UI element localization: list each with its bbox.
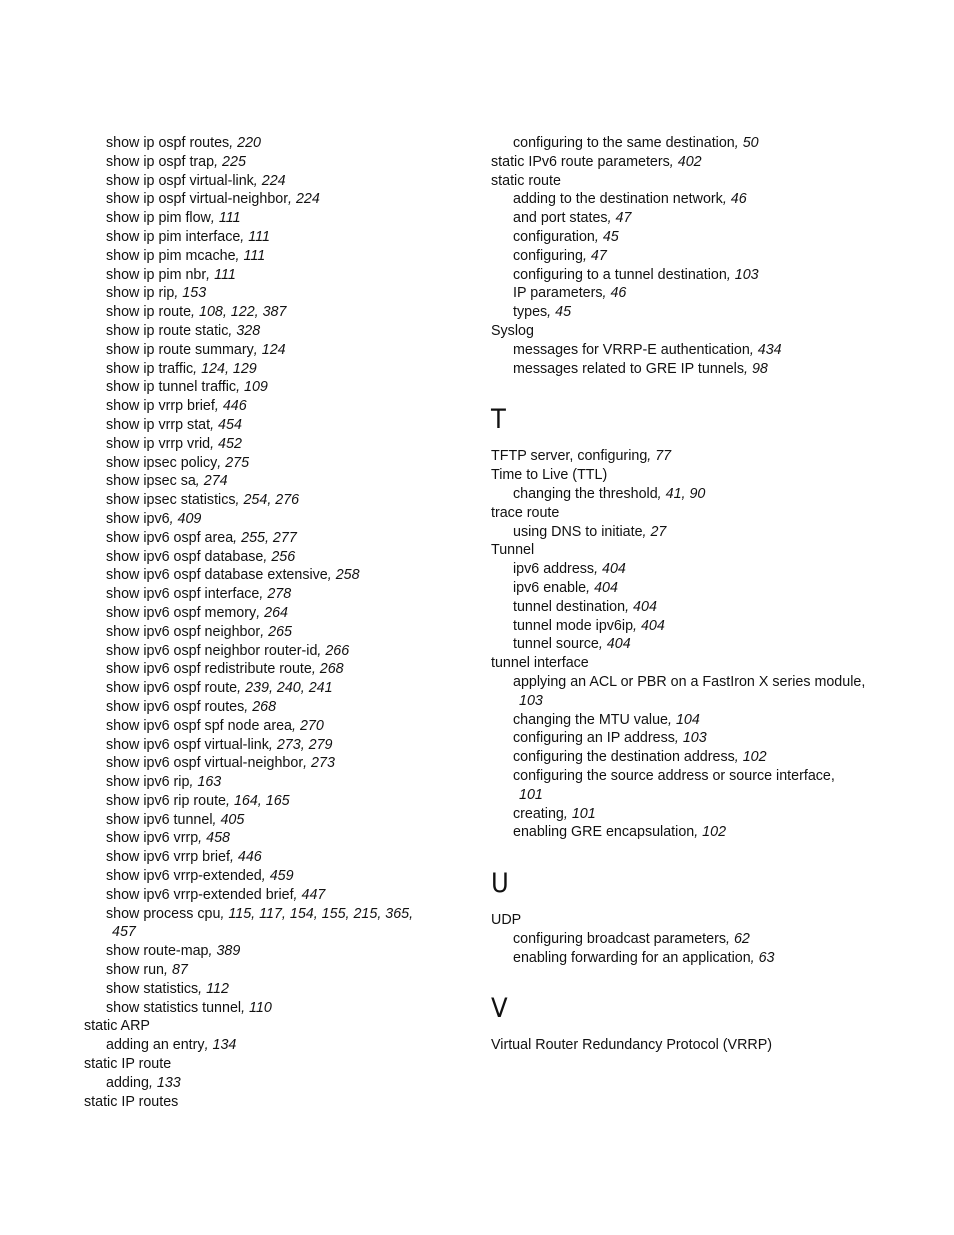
page-reference-continued: 101	[519, 786, 543, 803]
index-letter-heading: U	[491, 868, 509, 900]
index-subentry: show ipv6 vrrp-extended brief, 447	[106, 886, 326, 903]
index-term: show ip pim mcache	[106, 247, 236, 264]
page-reference: 405	[220, 811, 245, 828]
index-term: show ipv6 ospf redistribute route	[106, 661, 312, 678]
index-term: configuring the destination address	[513, 749, 735, 766]
page-reference: 225	[222, 153, 246, 170]
index-term: configuring broadcast parameters	[513, 930, 726, 947]
page-reference: 45	[555, 304, 572, 321]
page-reference: 98	[751, 360, 768, 377]
page-reference: 224	[295, 191, 320, 208]
index-subentry: show ipv6 ospf route, 239, 240, 241	[106, 680, 333, 697]
page-reference: 134	[212, 1037, 237, 1054]
index-subentry: show ipv6 vrrp-extended, 459	[106, 868, 294, 885]
index-letter-heading: V	[491, 993, 508, 1025]
page-reference: 104	[675, 711, 700, 728]
index-term: tunnel mode ipv6ip	[513, 617, 634, 634]
index-subentry: show ip ospf trap, 225	[106, 153, 246, 170]
page-reference: 402	[677, 153, 702, 170]
page-reference: 124	[261, 341, 286, 358]
index-subentry: configuring to the same destination, 50	[513, 135, 759, 151]
page-reference: 111	[248, 228, 270, 245]
index-term: show ipv6 ospf spf node area	[106, 717, 292, 734]
index-term: show ip vrrp vrid	[106, 435, 211, 452]
page-reference: 103	[734, 266, 759, 283]
index-term: tunnel source	[513, 636, 599, 653]
index-entry	[84, 1017, 464, 1036]
page-reference: 273	[311, 755, 335, 772]
page-reference: 452	[218, 435, 242, 452]
index-subentry: show process cpu, 115, 117, 154, 155, 215, 365,	[106, 905, 414, 922]
index-entry	[491, 322, 881, 341]
index-term: enabling GRE encapsulation	[513, 824, 695, 841]
index-subentry: show ip rip, 153	[106, 285, 207, 302]
page-reference: 434	[757, 341, 782, 358]
index-subentry: show ipv6 ospf routes, 268	[106, 698, 277, 715]
page-reference-continued: 103	[519, 692, 543, 709]
index-column-right	[491, 134, 881, 1055]
index-entry	[491, 654, 881, 673]
index-entry	[491, 1036, 881, 1055]
index-subentry: show ip vrrp brief, 446	[106, 398, 247, 415]
index-subentry: show ipv6 ospf neighbor, 265	[106, 623, 292, 640]
index-term: show process cpu	[106, 905, 221, 922]
page-reference: 133	[156, 1074, 181, 1091]
page-reference: 111	[243, 247, 266, 264]
index-term: ipv6 address	[513, 561, 595, 578]
index-term: show ipv6 ospf neighbor	[106, 623, 261, 640]
page-reference: 404	[640, 617, 665, 634]
index-term: and port states	[513, 210, 608, 227]
page-reference: 102	[702, 824, 727, 841]
index-subentry: configuring broadcast parameters, 62	[513, 930, 750, 947]
index-term: static route	[491, 172, 561, 189]
index-subentry: show ipv6 ospf virtual-neighbor, 273	[106, 755, 335, 772]
index-subentry: show ipv6 tunnel, 405	[106, 811, 245, 828]
page-reference: 255, 277	[241, 529, 297, 546]
index-subentry: show ip route summary, 124	[106, 341, 286, 358]
page-reference: 103	[682, 730, 707, 747]
index-subentry: configuring the source address or source interface,	[513, 767, 835, 784]
index-subentry: show statistics, 112	[106, 980, 229, 997]
index-subentry: enabling GRE encapsulation, 102	[513, 824, 727, 841]
index-subentry: show ip vrrp vrid, 452	[106, 435, 242, 452]
index-subentry: creating, 101	[513, 805, 596, 822]
index-subentry: using DNS to initiate, 27	[513, 523, 667, 540]
page-reference: 101	[571, 805, 596, 822]
page-reference: 278	[267, 586, 292, 603]
page-reference: 62	[733, 930, 750, 947]
index-term: IP parameters	[513, 285, 603, 302]
index-term: show ipsec sa	[106, 473, 196, 490]
index-term: configuration	[513, 228, 595, 245]
index-subentry: configuring the destination address, 102	[513, 749, 767, 766]
index-entry	[491, 911, 881, 930]
index-subentry: show ip route, 108, 122, 387	[106, 304, 287, 321]
index-term: show ip route static	[106, 322, 229, 339]
index-term: enabling forwarding for an application	[513, 949, 751, 966]
index-term: static ARP	[84, 1018, 150, 1035]
index-subentry: show ipv6 rip, 163	[106, 774, 222, 791]
index-term: show ip traffic	[106, 360, 194, 377]
index-term: show statistics tunnel	[106, 999, 242, 1016]
index-subentry: show ipv6 ospf area, 255, 277	[106, 529, 297, 546]
index-subentry: show ip vrrp stat, 454	[106, 416, 242, 433]
page-reference: 108, 122, 387	[199, 304, 287, 321]
index-term: configuring to a tunnel destination	[513, 266, 727, 283]
page-reference: 109	[244, 379, 268, 396]
page-reference: 112	[206, 980, 229, 997]
index-term: show ipsec policy	[106, 454, 218, 471]
index-term: types	[513, 304, 548, 321]
page-reference: 111	[214, 266, 236, 283]
index-entry: TFTP server, configuring, 77	[491, 448, 672, 465]
index-subentry: show ipv6, 409	[106, 510, 202, 527]
index-subentry: show ipv6 ospf database, 256	[106, 548, 296, 565]
index-term: show ipv6 rip	[106, 774, 190, 791]
page-reference: 389	[216, 943, 241, 960]
index-subentry: show ipv6 ospf spf node area, 270	[106, 717, 324, 734]
page-reference: 220	[237, 135, 261, 151]
index-column-left	[84, 134, 464, 1111]
index-subentry: changing the threshold, 41, 90	[513, 485, 706, 502]
index-subentry: tunnel destination, 404	[513, 598, 657, 615]
index-term: show ip vrrp stat	[106, 416, 211, 433]
index-term: show ipv6 vrrp	[106, 830, 199, 847]
page-reference: 266	[325, 642, 350, 659]
index-subentry: configuring, 47	[513, 247, 607, 264]
page-reference: 163	[197, 774, 222, 791]
index-subentry: show route-map, 389	[106, 943, 241, 960]
index-subentry: tunnel source, 404	[513, 636, 631, 653]
page-reference: 328	[236, 322, 261, 339]
index-term: show ipv6 vrrp-extended	[106, 868, 262, 885]
page-reference: 459	[269, 868, 294, 885]
index-term: show ipv6 ospf interface	[106, 586, 260, 603]
index-entry	[84, 1093, 464, 1112]
index-term: Virtual Router Redundancy Protocol (VRRP)	[491, 1037, 773, 1054]
page-reference: 254, 276	[243, 492, 300, 509]
index-term: show ip vrrp brief	[106, 398, 215, 415]
index-term: UDP	[491, 912, 522, 929]
index-subentry: show ipv6 ospf database extensive, 258	[106, 567, 360, 584]
page-reference: 275	[225, 454, 250, 471]
page-reference: 47	[615, 210, 632, 227]
index-subentry: show ipsec policy, 275	[106, 454, 250, 471]
index-term: show ip rip	[106, 285, 175, 302]
index-subentry: adding to the destination network, 46	[513, 191, 747, 208]
index-subentry: ipv6 enable, 404	[513, 579, 618, 596]
index-subentry: show ipv6 ospf virtual-link, 273, 279	[106, 736, 333, 753]
index-term: show ip ospf routes	[106, 135, 230, 151]
index-subentry: show ip tunnel traffic, 109	[106, 379, 268, 396]
index-subentry: applying an ACL or PBR on a FastIron X series module,	[513, 673, 866, 690]
page-reference: 46	[610, 285, 627, 302]
index-subentry: and port states, 47	[513, 210, 632, 227]
page-reference: 404	[594, 579, 618, 596]
index-subentry: messages for VRRP-E authentication, 434	[513, 341, 782, 358]
index-subentry: show ip pim mcache, 111	[106, 247, 266, 264]
page-reference: 27	[650, 523, 667, 540]
index-term: show ipv6 vrrp brief	[106, 849, 230, 866]
page-reference: 110	[249, 999, 272, 1016]
index-term: show ipv6 ospf route	[106, 680, 238, 697]
index-term: Tunnel	[491, 542, 535, 559]
index-subentry: configuring an IP address, 103	[513, 730, 707, 747]
index-subentry: show ipv6 vrrp brief, 446	[106, 849, 262, 866]
index-subentry: configuration, 45	[513, 228, 619, 245]
page-reference: 41, 90	[665, 485, 706, 502]
page-reference: 274	[203, 473, 228, 490]
index-entry	[491, 541, 881, 560]
index-subentry: messages related to GRE IP tunnels, 98	[513, 360, 768, 377]
index-subentry: show ip ospf virtual-neighbor, 224	[106, 191, 320, 208]
index-term: show route-map	[106, 943, 209, 960]
index-term: show ipv6 vrrp-extended brief	[106, 886, 294, 903]
index-subentry: show ipv6 ospf redistribute route, 268	[106, 661, 344, 678]
index-subentry: show ip traffic, 124, 129	[106, 360, 257, 377]
index-subentry: show ip route static, 328	[106, 322, 261, 339]
index-subentry: enabling forwarding for an application, 63	[513, 949, 775, 966]
index-letter-heading: T	[491, 404, 506, 436]
page-reference: 446	[237, 849, 262, 866]
page-reference: 404	[606, 636, 631, 653]
page-reference: 447	[301, 886, 326, 903]
index-term: show ip ospf virtual-link	[106, 172, 254, 189]
index-term: show ip route summary	[106, 341, 254, 358]
index-entry	[491, 172, 881, 191]
index-term: changing the threshold	[513, 485, 658, 502]
page-reference: 224	[261, 172, 286, 189]
page-reference: 111	[218, 210, 241, 227]
index-term: show ipv6 ospf virtual-neighbor	[106, 755, 304, 772]
index-term: using DNS to initiate	[513, 523, 643, 540]
index-term: show ipv6 ospf routes	[106, 698, 245, 715]
page-reference: 264	[264, 604, 288, 621]
index-term: show ipsec statistics	[106, 492, 236, 509]
index-subentry: changing the MTU value, 104	[513, 711, 700, 728]
index-term: show ip ospf trap	[106, 153, 215, 170]
index-term: messages related to GRE IP tunnels	[513, 360, 744, 377]
page-reference: 63	[758, 949, 775, 966]
page-reference: 454	[218, 416, 242, 433]
page-reference: 458	[206, 830, 230, 847]
index-term: show ipv6 ospf area	[106, 529, 234, 546]
index-term: show ip pim flow	[106, 210, 211, 227]
index-term: messages for VRRP-E authentication	[513, 341, 750, 358]
index-subentry: types, 45	[513, 304, 572, 321]
index-term: show ipv6 tunnel	[106, 811, 213, 828]
index-entry	[491, 466, 881, 485]
index-subentry: show ipv6 ospf interface, 278	[106, 586, 292, 603]
page-reference: 115, 117, 154, 155, 215, 365,	[228, 905, 414, 922]
index-subentry: show run, 87	[106, 962, 188, 979]
index-subentry: show ipv6 rip route, 164, 165	[106, 792, 290, 809]
index-term: configuring the source address or source interface	[513, 767, 831, 784]
index-term: configuring to the same destination	[513, 135, 735, 151]
page-reference: 268	[252, 698, 277, 715]
index-term: show run	[106, 962, 165, 979]
index-term: adding to the destination network	[513, 191, 723, 208]
index-term: show ipv6 ospf database	[106, 548, 264, 565]
index-term: ipv6 enable	[513, 579, 587, 596]
page-reference: 404	[602, 561, 626, 578]
page-reference: 153	[182, 285, 207, 302]
index-term: show ip ospf virtual-neighbor	[106, 191, 288, 208]
index-term: show ip pim nbr	[106, 266, 207, 283]
page-reference: 50	[742, 135, 759, 151]
index-term: Syslog	[491, 322, 534, 339]
page-reference: 404	[633, 598, 657, 615]
index-subentry: tunnel mode ipv6ip, 404	[513, 617, 665, 634]
index-subentry: show statistics tunnel, 110	[106, 999, 272, 1016]
index-subentry: ipv6 address, 404	[513, 561, 626, 578]
index-subentry: show ip pim nbr, 111	[106, 266, 236, 283]
index-term: show ipv6 ospf neighbor router-id	[106, 642, 318, 659]
index-subentry: adding, 133	[106, 1074, 181, 1091]
index-term: show ip tunnel traffic	[106, 379, 237, 396]
index-term: show ip route	[106, 304, 192, 321]
page-reference: 164, 165	[233, 792, 290, 809]
page-reference: 268	[319, 661, 344, 678]
page-reference: 87	[171, 962, 188, 979]
index-subentry: IP parameters, 46	[513, 285, 627, 302]
index-subentry: show ip pim flow, 111	[106, 210, 241, 227]
index-subentry: show ipsec statistics, 254, 276	[106, 492, 300, 509]
index-term: static IP route	[84, 1056, 172, 1073]
page-reference: 77	[655, 448, 672, 465]
index-term: show statistics	[106, 980, 199, 997]
page-reference: 270	[299, 717, 324, 734]
index-entry	[84, 1055, 464, 1074]
index-subentry: show ip ospf routes, 220	[106, 135, 261, 151]
page-reference: 258	[335, 567, 360, 584]
index-term: show ipv6	[106, 510, 170, 527]
index-term: configuring	[513, 247, 583, 264]
index-term: applying an ACL or PBR on a FastIron X series module	[513, 673, 862, 690]
page-reference: 409	[177, 510, 202, 527]
page-reference: 46	[730, 191, 747, 208]
index-term: creating	[513, 805, 564, 822]
index-subentry: show ipv6 ospf memory, 264	[106, 604, 288, 621]
page-reference: 256	[271, 548, 296, 565]
index-term: show ipv6 ospf virtual-link	[106, 736, 269, 753]
index-term: TFTP server, configuring	[491, 448, 648, 465]
page-reference: 273, 279	[276, 736, 333, 753]
page-reference: 239, 240, 241	[245, 680, 333, 697]
index-term: show ipv6 rip route	[106, 792, 226, 809]
index-term: tunnel destination	[513, 598, 626, 615]
index-subentry: configuring to a tunnel destination, 103	[513, 266, 759, 283]
index-term: show ipv6 ospf database extensive	[106, 567, 328, 584]
index-term: static IPv6 route parameters	[491, 153, 670, 170]
index-term: Time to Live (TTL)	[491, 467, 608, 484]
index-subentry: show ipv6 ospf neighbor router-id, 266	[106, 642, 350, 659]
page-reference: 124, 129	[201, 360, 257, 377]
index-term: trace route	[491, 504, 560, 521]
index-term: configuring an IP address	[513, 730, 675, 747]
page-reference: 265	[268, 623, 292, 640]
page-reference-continued: 457	[112, 924, 136, 941]
index-term: adding an entry	[106, 1037, 205, 1054]
index-term: static IP routes	[84, 1093, 179, 1110]
index-subentry: show ip ospf virtual-link, 224	[106, 172, 286, 189]
page-reference: 446	[222, 398, 247, 415]
index-term: adding	[106, 1074, 149, 1091]
page-reference: 102	[742, 749, 767, 766]
index-term: changing the MTU value	[513, 711, 668, 728]
index-term: tunnel interface	[491, 655, 589, 672]
index-entry	[491, 504, 881, 523]
index-term: show ipv6 ospf memory	[106, 604, 257, 621]
index-subentry: show ip pim interface, 111	[106, 228, 270, 245]
index-subentry: show ipsec sa, 274	[106, 473, 228, 490]
index-subentry: show ipv6 vrrp, 458	[106, 830, 230, 847]
page-reference: 45	[602, 228, 619, 245]
index-term: show ip pim interface	[106, 228, 241, 245]
index-entry: static IPv6 route parameters, 402	[491, 153, 702, 170]
page-reference: 47	[590, 247, 607, 264]
index-subentry: adding an entry, 134	[106, 1037, 237, 1054]
